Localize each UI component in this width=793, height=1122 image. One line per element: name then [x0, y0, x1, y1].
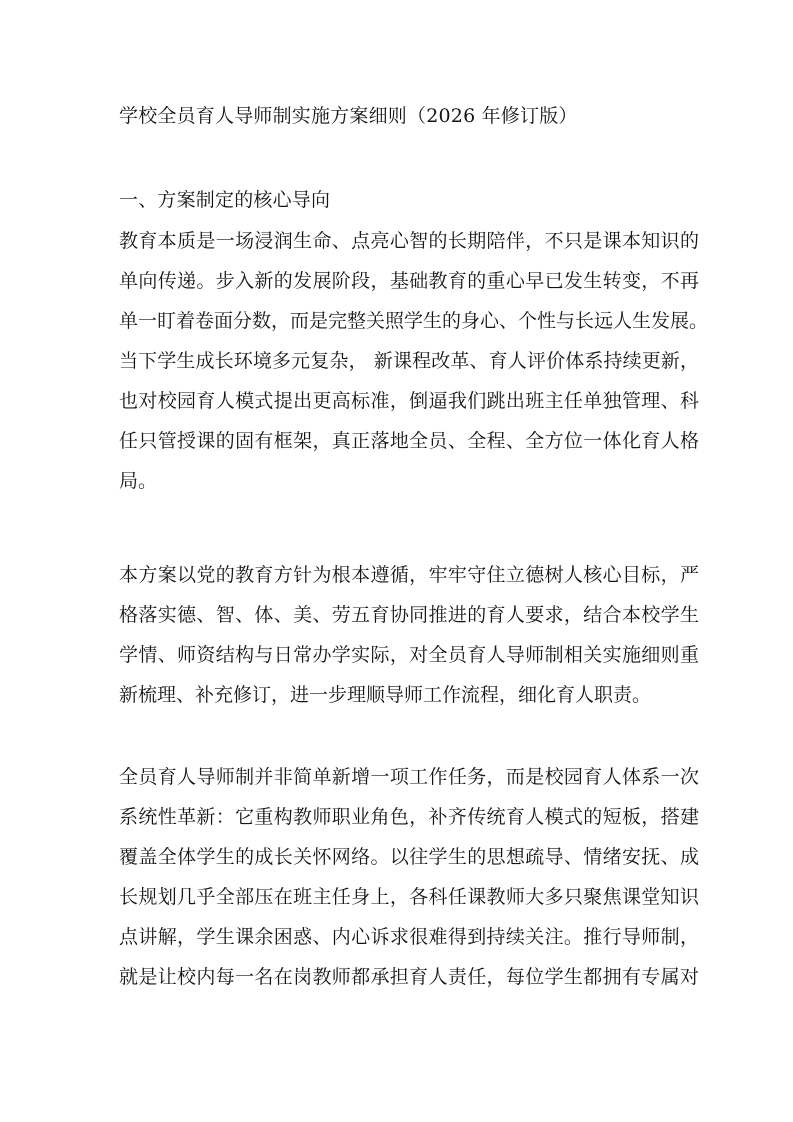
paragraph-line: 系统性革新：它重构教师职业角色，补齐传统育人模式的短板，搭建 [119, 806, 699, 828]
section-heading: 一、方案制定的核心导向 [119, 189, 331, 211]
paragraph-line: 长规划几乎全部压在班主任身上，各科任课教师大多只聚焦课堂知识 [119, 886, 699, 908]
paragraph-line: 覆盖全体学生的成长关怀网络。以往学生的思想疏导、情绪安抚、成 [119, 846, 699, 868]
document-title: 学校全员育人导师制实施方案细则（2026 年修订版） [119, 105, 578, 127]
paragraph-line: 任只管授课的固有框架，真正落地全员、全程、全方位一体化育人格 [119, 430, 699, 452]
paragraph-line: 就是让校内每一名在岗教师都承担育人责任，每位学生都拥有专属对 [119, 966, 699, 988]
paragraph-line: 点讲解，学生课余困惑、内心诉求很难得到持续关注。推行导师制， [119, 926, 699, 948]
paragraph-line: 全员育人导师制并非简单新增一项工作任务，而是校园育人体系一次 [119, 766, 699, 788]
paragraph-line: 本方案以党的教育方针为根本遵循，牢牢守住立德树人核心目标，严 [119, 564, 699, 586]
paragraph-line: 也对校园育人模式提出更高标准，倒逼我们跳出班主任单独管理、科 [119, 390, 699, 412]
paragraph-line: 当下学生成长环境多元复杂， 新课程改革、育人评价体系持续更新， [119, 350, 699, 372]
paragraph-line: 单一盯着卷面分数，而是完整关照学生的身心、个性与长远人生发展。 [119, 310, 709, 332]
paragraph-line: 局。 [119, 470, 158, 492]
paragraph-line: 学情、师资结构与日常办学实际，对全员育人导师制相关实施细则重 [119, 644, 699, 666]
paragraph-line: 教育本质是一场浸润生命、点亮心智的长期陪伴，不只是课本知识的 [119, 230, 699, 252]
paragraph-line: 新梳理、补充修订，进一步理顺导师工作流程，细化育人职责。 [119, 684, 652, 706]
paragraph-line: 格落实德、智、体、美、劳五育协同推进的育人要求，结合本校学生 [119, 604, 699, 626]
paragraph-line: 单向传递。步入新的发展阶段，基础教育的重心早已发生转变，不再 [119, 270, 699, 292]
